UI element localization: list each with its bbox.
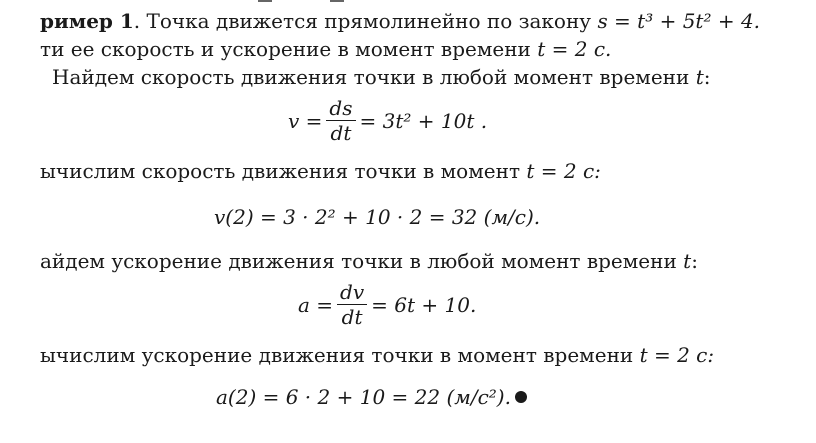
line4-text: ычислим скорость движения точки в момент (40, 159, 527, 183)
velocity-compute-line (40, 158, 601, 184)
acceleration-intro-line (40, 248, 698, 274)
acceleration-equation (298, 280, 476, 329)
example-heading-line (40, 8, 760, 34)
acceleration-value-equation (216, 384, 527, 410)
acceleration-compute-line (40, 342, 714, 368)
eq1-numerator: ds (326, 96, 355, 121)
eq2-text: v(2) = 3 · 2² + 10 · 2 = 32 (м/с). (214, 205, 541, 229)
line3-var: t (695, 65, 704, 89)
velocity-equation (288, 96, 487, 145)
line3-end: : (703, 65, 711, 89)
law-formula: s = t³ + 5t² + 4. (597, 9, 761, 33)
line5-end: : (691, 249, 698, 273)
velocity-intro-line (52, 64, 711, 90)
end-of-proof-bullet-icon (515, 391, 527, 403)
line3-text: Найдем скорость движения точки в любой момент времени (52, 65, 696, 89)
line5-var: t (683, 249, 692, 273)
eq1-denominator: dt (330, 121, 352, 145)
top-mark (258, 0, 272, 2)
line6-formula: t = 2 с: (639, 343, 715, 367)
line4-formula: t = 2 с: (526, 159, 601, 183)
line5-text: айдем ускорение движения точки в любой момент времени (40, 249, 684, 273)
eq3-numerator: dv (337, 280, 367, 305)
eq3-denominator: dt (341, 305, 363, 329)
line6-text: ычислим ускорение движения точки в момент времени (40, 343, 640, 367)
velocity-value-equation (214, 204, 540, 230)
line2-text: ти ее скорость и ускорение в момент времени (40, 37, 538, 61)
eq1-lhs: v = (288, 108, 323, 133)
top-mark (330, 0, 344, 2)
eq1-rhs: = 3t² + 10t . (359, 108, 488, 133)
time-formula: t = 2 с. (537, 37, 612, 61)
eq1-fraction (326, 96, 355, 145)
eq3-fraction (337, 280, 367, 329)
example-label: ример 1 (40, 9, 134, 33)
task-line (40, 36, 611, 62)
eq4-text: a(2) = 6 · 2 + 10 = 22 (м/с²). (216, 385, 511, 409)
eq3-lhs: a = (298, 292, 334, 317)
eq3-rhs: = 6t + 10. (371, 292, 477, 317)
line1-text: . Точка движется прямолинейно по закону (133, 9, 598, 33)
